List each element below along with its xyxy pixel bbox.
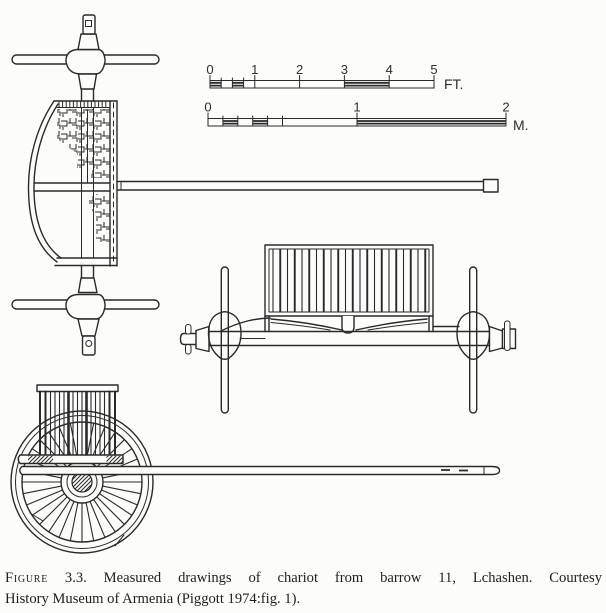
m-scale-bar [204,100,528,134]
front-railing-box [265,245,433,316]
side-view-drawing [11,385,500,553]
plan-bottom-axle-end [83,336,96,355]
ft-tick-label-0: 0 [206,62,214,77]
felloe-joints [30,513,124,546]
m-tick-label-2: 2 [502,99,510,115]
front-right-wheel [470,267,477,413]
ft-unit-label: FT. [444,76,464,92]
front-railing-slats [273,250,425,312]
plan-bottom-nave [66,295,105,320]
ft-scale-bar [206,62,463,92]
wicker-weave-area-lower [89,194,110,242]
caption-line-2: History Museum of Armenia (Piggott 1974:fig. 1). [5,590,301,607]
m-tick-label-1: 1 [353,99,361,115]
front-right-nave [457,312,490,360]
plan-body-comb-ticks [59,102,106,108]
plan-body-curved-front [28,101,57,262]
side-railing-top-bar [37,385,118,392]
ft-tick-label-4: 4 [385,62,393,77]
side-draft-pole [20,467,500,475]
front-right-linchpin [505,321,511,351]
front-view-drawing [181,245,516,413]
front-center-tab [342,316,354,333]
plan-axle-through-body [34,183,110,191]
caption-line-1 [5,568,602,589]
wicker-weave-area [57,109,110,178]
caption-line1-text: 3.3. Measured drawings of chariot from barrow 11, Lchashen. Courtesy [48,570,602,586]
ft-tick-label-5: 5 [430,62,438,77]
plan-body-bottom-rail [55,258,117,266]
front-left-axle-arm [181,334,197,345]
m-unit-label: M. [513,117,529,133]
figure-caption [5,568,602,609]
ft-tick-label-2: 2 [295,62,304,77]
plan-top-nave [66,50,105,75]
plan-top-axle-end [83,15,95,34]
caption-figure-label: Figure [5,570,49,586]
ft-tick-label-3: 3 [340,62,349,77]
front-left-wheel [221,267,228,413]
ft-tick-label-1: 1 [251,62,259,77]
front-left-nave [208,312,241,360]
plan-pole-end-cap [484,180,499,193]
rail-lashing-left [28,456,53,463]
rail-lashing-right [107,456,123,463]
front-left-linchpin [186,325,192,335]
m-tick-label-0: 0 [204,99,212,115]
plan-draft-pole [117,182,484,191]
